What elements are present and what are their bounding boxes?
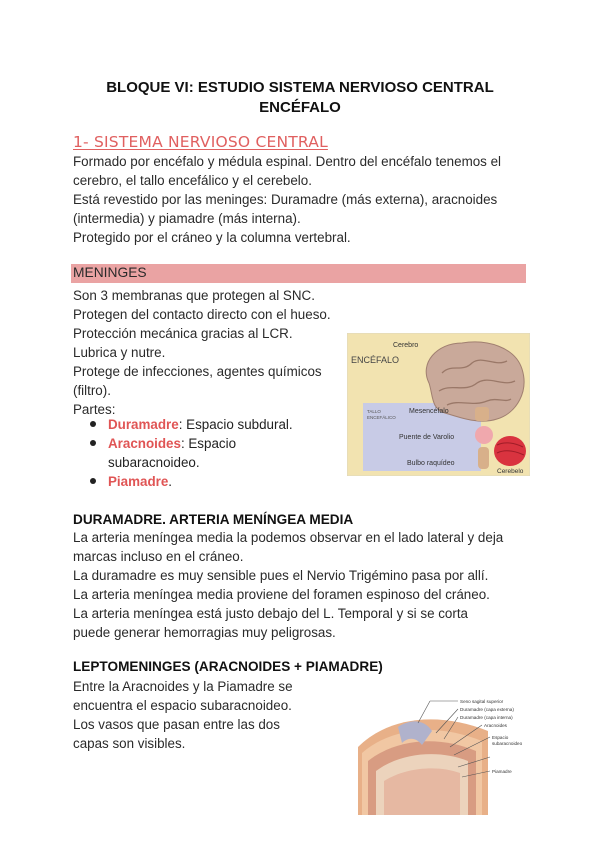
part-name: Piamadre	[108, 474, 169, 489]
title-line-1: BLOQUE VI: ESTUDIO SISTEMA NERVIOSO CENTRAL	[106, 79, 494, 96]
puente-shape	[475, 426, 493, 444]
text-line: Lubrica y nutre.	[73, 345, 166, 360]
bulbo-shape	[478, 447, 489, 469]
part-desc: : Espacio subdural.	[178, 417, 293, 432]
label-encefalo: ENCÉFALO	[351, 355, 400, 365]
duramadre-text	[73, 528, 503, 642]
list-item	[90, 472, 293, 491]
text-line: Protegen del contacto directo con el hueso.	[73, 307, 331, 322]
section-snc-text	[73, 152, 501, 247]
label-piamadre: Piamadre	[492, 769, 512, 774]
text-line: Partes:	[73, 402, 116, 417]
text-line: cerebro, el tallo encefálico y el cerebelo.	[73, 173, 312, 188]
text-line: encuentra el espacio subaracnoideo.	[73, 698, 292, 713]
part-name: Aracnoides	[108, 436, 181, 451]
mesencefalo-shape	[475, 407, 489, 421]
text-line: (filtro).	[73, 383, 111, 398]
title-line-2: ENCÉFALO	[259, 99, 341, 116]
meninges-parts-list	[90, 415, 293, 491]
brain-tissue	[384, 768, 460, 815]
encefalo-diagram	[347, 333, 530, 476]
label-mesencefalo: Mesencéfalo	[409, 408, 449, 415]
section-heading-snc: 1- SISTEMA NERVIOSO CENTRAL	[73, 133, 328, 151]
text-line: La arteria meníngea está justo debajo del L. Temporal y si se corta	[73, 606, 469, 621]
meninges-diagram	[358, 697, 528, 815]
label-aracnoides: Aracnoides	[484, 723, 507, 728]
leptomeninges-text	[73, 677, 293, 753]
text-line: Formado por encéfalo y médula espinal. Dentro del encéfalo tenemos el	[73, 154, 502, 169]
list-item	[90, 415, 293, 434]
label-espacio: Espacio	[492, 735, 509, 740]
label-tallo-1: TALLO	[367, 409, 381, 414]
label-seno-sagital: Seno sagital superior	[460, 699, 504, 704]
leptomeninges-heading: LEPTOMENINGES (ARACNOIDES + PIAMADRE)	[73, 659, 383, 674]
bullet-icon	[90, 421, 96, 427]
text-line: capas son visibles.	[73, 736, 186, 751]
text-line: Está revestido por las meninges: Duramadre (más externa), aracnoides	[73, 192, 498, 207]
part-desc: .	[168, 474, 173, 489]
label-duramadre-externa: Duramadre (capa externa)	[460, 707, 514, 712]
text-line: Protege de infecciones, agentes químicos	[73, 364, 322, 379]
part-desc: subaracnoideo.	[108, 455, 200, 470]
document-title	[60, 78, 540, 118]
text-line: puede generar hemorragias muy peligrosas.	[73, 625, 336, 640]
text-line: Entre la Aracnoides y la Piamadre se	[73, 679, 293, 694]
text-line: Los vasos que pasan entre las dos	[73, 717, 280, 732]
label-duramadre-interna: Duramadre (capa interna)	[460, 715, 513, 720]
text-line: La duramadre es muy sensible pues el Nervio Trigémino pasa por allí.	[73, 568, 489, 583]
duramadre-heading: DURAMADRE. ARTERIA MENÍNGEA MEDIA	[73, 512, 354, 527]
label-tallo-2: ENCEFÁLICO	[367, 415, 396, 420]
part-name: Duramadre	[108, 417, 179, 432]
meninges-heading: MENINGES	[73, 265, 147, 280]
label-bulbo: Bulbo raquídeo	[407, 460, 455, 467]
text-line: marcas incluso en el cráneo.	[73, 549, 244, 564]
meninges-heading-band	[71, 264, 526, 283]
bullet-icon	[90, 478, 96, 484]
text-line: La arteria meníngea media la podemos observar en el lado lateral y deja	[73, 530, 504, 545]
part-desc: : Espacio	[180, 436, 237, 451]
label-cerebro: Cerebro	[393, 342, 419, 349]
text-line: Son 3 membranas que protegen al SNC.	[73, 288, 315, 303]
label-subaracnoideo: subaracnoideo	[492, 741, 523, 746]
text-line: Protegido por el cráneo y la columna vertebral.	[73, 230, 351, 245]
text-line: La arteria meníngea media proviene del foramen espinoso del cráneo.	[73, 587, 490, 602]
label-puente: Puente de Varolio	[399, 434, 455, 441]
list-item	[90, 434, 293, 453]
list-item-continuation	[90, 453, 293, 472]
bullet-icon	[90, 440, 96, 446]
label-cerebelo: Cerebelo	[497, 468, 524, 475]
text-line: Protección mecánica gracias al LCR.	[73, 326, 293, 341]
meninges-text	[73, 286, 331, 419]
text-line: (intermedia) y piamadre (más interna).	[73, 211, 301, 226]
